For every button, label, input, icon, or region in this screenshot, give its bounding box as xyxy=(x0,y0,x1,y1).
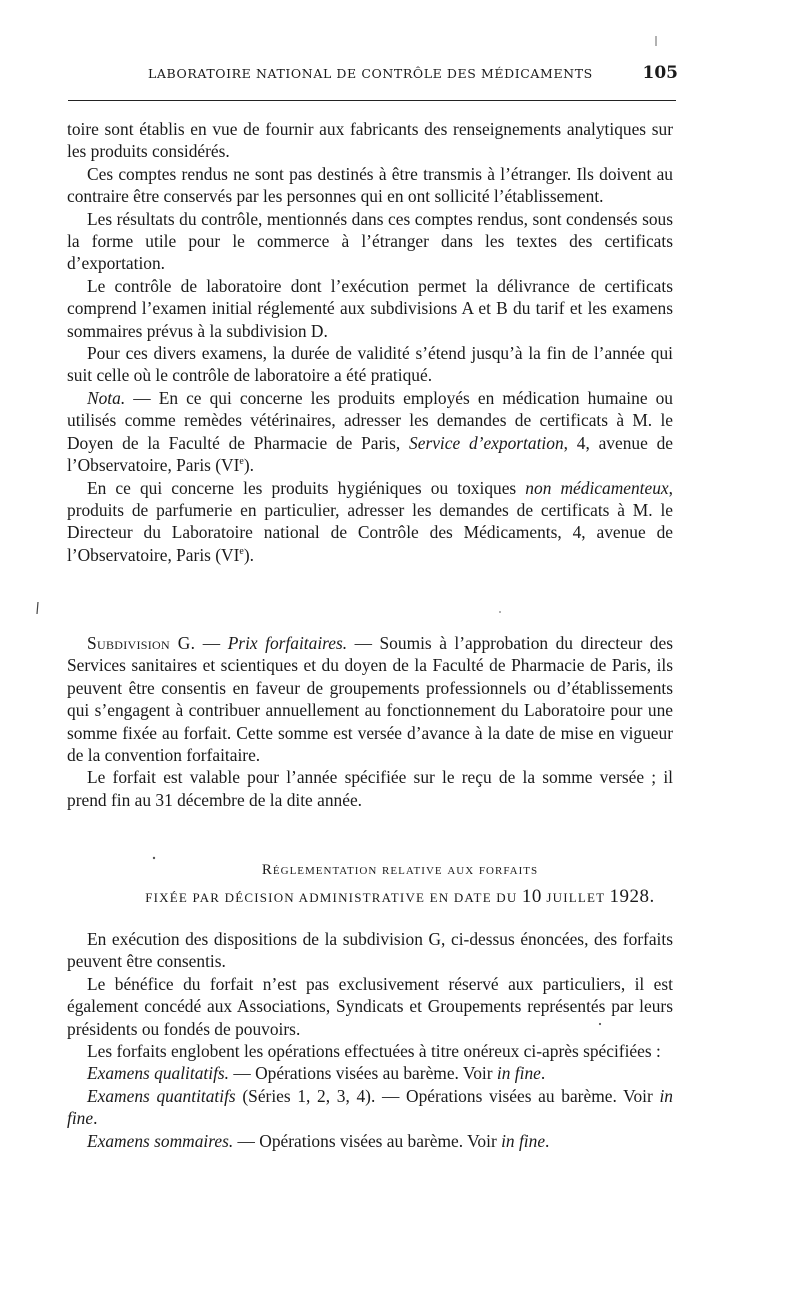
summary-end: . xyxy=(545,1130,550,1151)
body-section-regulation xyxy=(67,928,673,1152)
paragraph-nota xyxy=(67,387,673,477)
list-item-summary xyxy=(67,1130,673,1152)
paragraph-reports: Ces comptes rendus ne sont pas destinés à être transmis à l’étranger. Ils doivent au contraire être conservés par les personnes qui en ont sollicité l’établissement. xyxy=(67,163,673,207)
quantitative-end: . xyxy=(93,1108,98,1129)
list-item-quantitative xyxy=(67,1085,673,1130)
paragraph-operations: Les forfaits englobent les opérations effectuées à titre onéreux ci-après spécifiées : xyxy=(87,1041,661,1062)
paragraph-lab-control: Le contrôle de laboratoire dont l’exécution permet la délivrance de certificats comprend l’examen initial réglementé aux subdivisions A et B du tarif et les examens sommaires prévus à la subdivision D. xyxy=(67,275,673,341)
paragraph-forfait-validity: Le forfait est valable pour l’année spécifiée sur le reçu de la somme versée ; il prend fin au 31 décembre de la dite année. xyxy=(67,767,673,810)
paragraph-execution: En exécution des dispositions de la subdivision G, ci-dessus énoncées, des forfaits peuvent être consentis. xyxy=(67,929,673,972)
list-item-qualitative xyxy=(67,1062,673,1084)
nota-label: Nota. xyxy=(87,387,126,408)
page-number: 105 xyxy=(642,63,678,83)
nota-text: — En ce qui concerne les produits employés en médication humaine ou utilisés comme remèdes vétérinaires, adresser les demandes de certificats à M. le Doyen de la Faculté de Pharmacie de Paris, xyxy=(67,387,673,453)
body-section-subdivision-g xyxy=(67,632,673,811)
quantitative-label: Examens quantitatifs xyxy=(87,1085,236,1106)
subdivision-title: Prix forfaitaires. xyxy=(227,633,348,653)
nota-service: Service d’exportation xyxy=(409,432,564,453)
nota-superscript: e xyxy=(239,456,244,468)
summary-text: — Opérations visées au barème. Voir xyxy=(233,1130,502,1151)
hygienic-italic: non médicamenteux xyxy=(525,477,669,498)
subheading-year: 1928. xyxy=(609,886,655,907)
hygienic-text: En ce qui concerne les produits hygiéniques ou toxiques xyxy=(87,477,526,498)
hygienic-address: , produits de parfumerie en particulier, adresser les demandes de certificats à M. le Directeur du Laboratoire national de Contrôle des Médicaments, 4, avenue de l’Observatoire, Paris (VI xyxy=(67,477,673,565)
paragraph-subdivision-g xyxy=(67,632,673,766)
summary-infine: in fine xyxy=(501,1130,546,1151)
paragraph-benefit: Le bénéfice du forfait n’est pas exclusivement réservé aux particuliers, il est également concédé aux Associations, Syndicats et Groupements représentés par leurs présidents ou fondés de pouvoirs. xyxy=(67,973,673,1039)
subheading-month: JUILLET xyxy=(541,890,610,905)
running-title: LABORATOIRE NATIONAL DE CONTRÔLE DES MÉDICAMENTS xyxy=(148,66,593,81)
summary-label: Examens sommaires. xyxy=(87,1130,234,1151)
qualitative-infine: in fine xyxy=(496,1063,541,1084)
section-subheading xyxy=(0,886,800,908)
paragraph-results: Les résultats du contrôle, mentionnés dans ces comptes rendus, sont condensés sous la forme utile pour le commerce à l’étranger dans les textes des certificats d’exportation. xyxy=(67,208,673,274)
subheading-day: 10 xyxy=(521,886,542,907)
section-heading: Réglementation relative aux forfaits xyxy=(261,862,539,878)
body-section-export-certificates xyxy=(67,118,673,566)
nota-address: , 4, avenue de l’Observatoire, Paris (VI xyxy=(67,432,673,476)
qualitative-text: — Opérations visées au barème. Voir xyxy=(229,1063,497,1084)
qualitative-label: Examens qualitatifs. xyxy=(87,1063,230,1084)
header-rule xyxy=(68,100,676,101)
nota-end: ). xyxy=(243,455,254,476)
running-head xyxy=(148,66,682,81)
qualitative-end: . xyxy=(540,1063,546,1084)
paragraph-hygienic-products xyxy=(67,477,673,567)
quantitative-infine: in fine xyxy=(67,1085,673,1129)
subdivision-label: Subdivision G. xyxy=(87,633,196,653)
subdivision-text: — Soumis à l’approbation du directeur des Services sanitaires et scientiques et du doyen de la Faculté de Pharmacie de Paris, ils peuvent être consentis en faveur de groupements professionnels ou d’établissements qui s’engagent à contribuer annuellement au fonctionnement du Laboratoire pour une somme fixée au forfait. Cette somme est versée d’avance à la date de mise en vigueur de la convention forfaitaire. xyxy=(67,633,673,766)
paragraph-validity: Pour ces divers examens, la durée de validité s’étend jusqu’à la fin de l’année qui suit celle où le contrôle de laboratoire a été pratiqué. xyxy=(67,343,673,386)
quantitative-text: (Séries 1, 2, 3, 4). — Opérations visées au barème. Voir xyxy=(235,1085,660,1106)
hygienic-end: ). xyxy=(243,544,254,565)
subdivision-dash: — xyxy=(195,633,228,653)
subheading-text: FIXÉE PAR DÉCISION ADMINISTRATIVE EN DATE DU xyxy=(145,890,522,905)
hygienic-superscript: e xyxy=(239,545,244,557)
paragraph-continuation: toire sont établis en vue de fournir aux fabricants des renseignements analytiques sur les produits considérés. xyxy=(67,119,673,162)
